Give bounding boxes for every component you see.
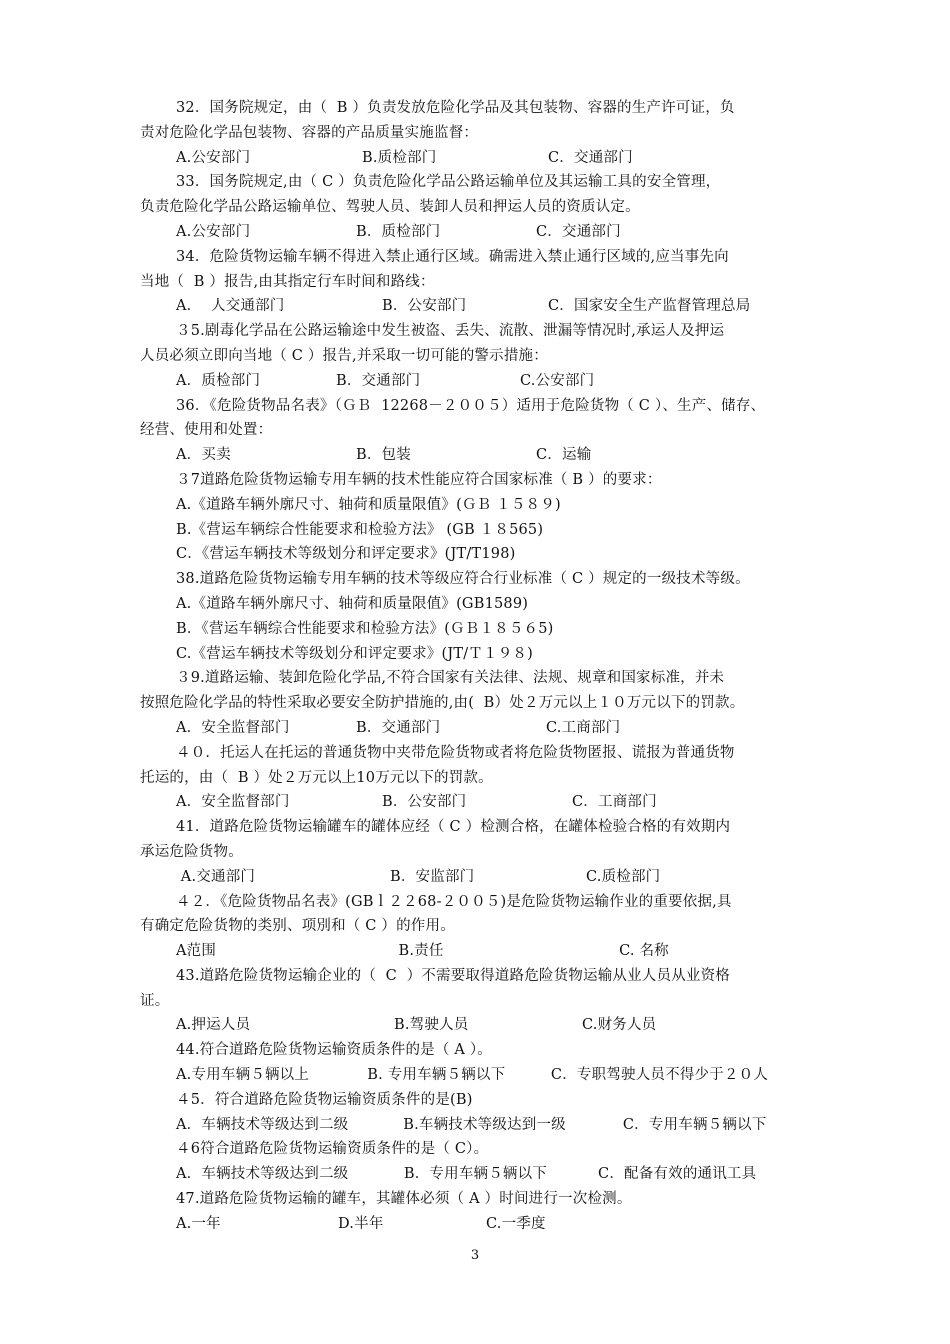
answer-option: C．配备有效的通讯工具 <box>598 1166 757 1183</box>
answer-option: B．《营运车辆综合性能要求和检验方法》(ＧＢ１８５６5) <box>176 620 554 637</box>
answer-option: B．专用车辆５辆以下 <box>403 1166 548 1183</box>
answer-option: B．交通部门 <box>356 719 441 736</box>
answer-options-row <box>140 1113 816 1138</box>
answer-option: C．国家安全生产监督管理总局 <box>548 298 751 315</box>
answer-option: C.《营运车辆技术等级划分和评定要求》(JT/Ｔ１９８) <box>176 645 533 662</box>
question-text: 32．国务院规定，由（ B ）负责发放危险化学品及其包装物、容器的生产许可证，负 <box>176 100 735 116</box>
question-text: 41．道路危险货物运输罐车的罐体应经（ C ）检测合格，在罐体检验合格的有效期内 <box>176 819 731 836</box>
answer-option: A．安全监督部门 <box>176 719 290 736</box>
question-text: ４０．托运人在托运的普通货物中夹带危险货物或者将危险货物匿报、谎报为普通货物 <box>176 744 735 761</box>
question-continuation: 人员必须立即向当地（ C ）报告,并采取一切可能的警示措施： <box>140 347 548 364</box>
answer-option: C.公安部门 <box>520 372 595 389</box>
question-continuation: 经营、使用和处置： <box>140 422 273 439</box>
answer-options-row <box>140 146 816 171</box>
answer-options-row <box>140 1212 816 1237</box>
answer-option: A.《道路车辆外廓尺寸、轴荷和质量限值》(ＧＢ １５８９) <box>176 496 561 513</box>
answer-option: B.《营运车辆综合性能要求和检验方法》 (GB １８565) <box>176 521 544 538</box>
answer-option: B．安监部门 <box>390 868 475 885</box>
answer-option: A.公安部门 <box>176 149 251 166</box>
answer-option: A． 人交通部门 <box>176 298 285 315</box>
answer-options-row <box>140 294 816 319</box>
answer-options-row <box>140 1013 816 1038</box>
answer-option: C.工商部门 <box>546 719 621 736</box>
question-text: ３7道路危险货物运输专用车辆的技术性能应符合国家标准（ B ）的要求： <box>176 471 662 488</box>
answer-option: B.驾驶人员 <box>394 1017 469 1034</box>
question-text: 33．国务院规定,由（ C ）负责危险化学品公路运输单位及其运输工具的安全管理， <box>176 174 721 191</box>
answer-options-row <box>140 1162 816 1187</box>
answer-option: A.专用车辆５辆以上 <box>176 1067 310 1084</box>
answer-options-row <box>140 369 816 394</box>
question-text: ３5.剧毒化学品在公路运输途中发生被盗、丢失、流散、泄漏等情况时,承运人及押运 <box>176 323 725 340</box>
question-text: 43.道路危险货物运输企业的（ C ）不需要取得道路危险货物运输从业人员从业资格 <box>176 967 730 984</box>
question-text: ４２．《危险货物品名表》(GBｌ２２68-２００５)是危险货物运输作业的重要依据,具 <box>176 893 732 910</box>
answer-options-row <box>140 939 816 964</box>
question-continuation: 当地（ B ）报告,由其指定行车时间和路线： <box>140 273 435 290</box>
page-number: 3 <box>470 1248 480 1263</box>
answer-option: C．交通部门 <box>548 149 633 166</box>
question-continuation: 负责危险化学品公路运输单位、驾驶人员、装卸人员和押运人员的资质认定。 <box>140 199 640 216</box>
answer-option: A．车辆技术等级达到二级 <box>176 1116 349 1133</box>
answer-option: B．公安部门 <box>382 298 467 315</box>
answer-option: C．专用车辆５辆以下 <box>622 1116 767 1133</box>
question-text: ４6符合道路危险货物运输资质条件的是（ C）。 <box>176 1141 489 1158</box>
answer-option: A.《道路车辆外廓尺寸、轴荷和质量限值》(GB1589) <box>176 595 529 612</box>
answer-options-row <box>140 443 816 468</box>
answer-option: D.半年 <box>338 1215 384 1232</box>
answer-options-row <box>140 790 816 815</box>
answer-option: B.质检部门 <box>362 149 437 166</box>
question-text: 34．危险货物运输车辆不得进入禁止通行区域。确需进入禁止通行区域的,应当事先向 <box>176 248 729 265</box>
answer-options-row <box>140 1063 816 1088</box>
question-continuation: 托运的，由（ B ）处２万元以上10万元以下的罚款。 <box>140 769 493 786</box>
answer-option: A.公安部门 <box>176 223 251 240</box>
question-continuation: 责对危险化学品包装物、容器的产品质量实施监督： <box>140 124 479 141</box>
question-continuation: 证。 <box>140 992 170 1009</box>
answer-option: A范围 <box>176 943 217 960</box>
answer-option: A．质检部门 <box>176 372 261 389</box>
answer-option: A.押运人员 <box>176 1017 251 1034</box>
question-text: ４5．符合道路危险货物运输资质条件的是(B) <box>176 1091 473 1108</box>
question-text: ３9.道路运输、装卸危险化学品,不符合国家有关法律、法规、规章和国家标准，并未 <box>176 670 725 687</box>
answer-option: B．交通部门 <box>336 372 421 389</box>
answer-option: B.车辆技术等级达到一级 <box>403 1116 566 1133</box>
answer-options-row <box>140 220 816 245</box>
answer-option: A．车辆技术等级达到二级 <box>176 1166 349 1183</box>
question-continuation: 承运危险货物。 <box>140 843 243 860</box>
answer-option: C.质检部门 <box>586 868 661 885</box>
question-continuation: 按照危险化学品的特性采取必要安全防护措施的,由( B）处２万元以上１０万元以下的罚款。 <box>140 695 745 712</box>
answer-option: C.一季度 <box>486 1215 546 1232</box>
answer-option: C．运输 <box>536 447 592 464</box>
answer-option: B．公安部门 <box>382 794 467 811</box>
answer-option: C．专职驾驶人员不得少于２０人 <box>550 1067 769 1084</box>
answer-option: A.交通部门 <box>176 868 256 885</box>
answer-options-row <box>140 865 816 890</box>
answer-option: A．安全监督部门 <box>176 794 290 811</box>
answer-options-row <box>140 716 816 741</box>
answer-option: C. 名称 <box>619 943 669 960</box>
answer-option: C．交通部门 <box>536 223 621 240</box>
answer-option: C．工商部门 <box>572 794 657 811</box>
question-text: 44.符合道路危险货物运输资质条件的是（ A ）。 <box>176 1042 492 1059</box>
question-list <box>140 96 816 1237</box>
answer-option: A.一年 <box>176 1215 221 1232</box>
answer-option: C．《营运车辆技术等级划分和评定要求》(JT/T198) <box>176 546 516 563</box>
question-text: 38.道路危险货物运输专用车辆的技术等级应符合行业标准（ C ）规定的一级技术等级。 <box>176 571 750 588</box>
question-text: 36．《危险货物品名表》（ＧＢ 12268－２００５）适用于危险货物（ C ）、生产、储存、 <box>176 397 766 414</box>
answer-option: B. 专用车辆５辆以下 <box>367 1067 506 1084</box>
answer-option: B.责任 <box>398 943 444 960</box>
question-continuation: 有确定危险货物的类别、项別和（ C ）的作用。 <box>140 918 455 935</box>
answer-option: C.财务人员 <box>582 1017 657 1034</box>
answer-option: A．买卖 <box>176 447 231 464</box>
answer-option: B．包装 <box>356 447 411 464</box>
answer-option: B．质检部门 <box>356 223 441 240</box>
question-text: 47.道路危险货物运输的罐车，其罐体必须（ A ）时间进行一次检测。 <box>176 1191 632 1208</box>
